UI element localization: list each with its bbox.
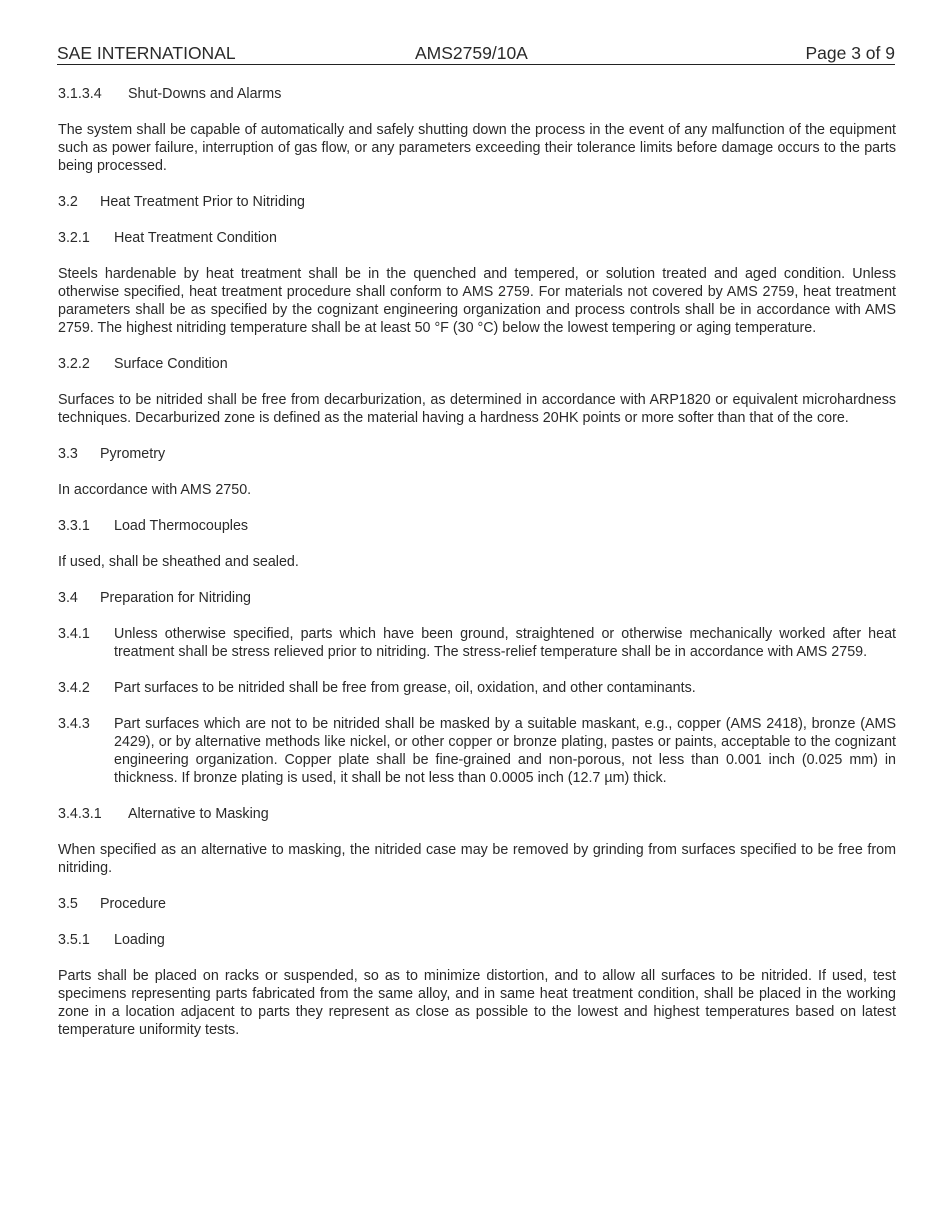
section-3-4-1 [58, 625, 896, 661]
section-3-5-heading [58, 895, 896, 913]
section-title: Pyrometry [100, 446, 166, 462]
section-3-2-1-text: Steels hardenable by heat treatment shall be in the quenched and tempered, or solution treated and aged condition. Unless otherwise specified, heat treatment procedure shall conform to AMS 2759. For materials not covered by AMS 2759, heat treatment parameters shall be as specified by the cognizant engineering organization and process controls shall be in accordance with AMS 2759. The highest nitriding temperature shall be at least 50 °F (30 °C) below the lowest tempering or aging temperature. [58, 266, 896, 336]
section-title: Heat Treatment Condition [114, 230, 277, 246]
section-text: Part surfaces to be nitrided shall be free from grease, oil, oxidation, and other contaminants. [114, 680, 696, 696]
section-number: 3.3.1 [58, 518, 90, 534]
section-3-5-1-heading [58, 931, 896, 949]
document-body [58, 85, 896, 1057]
section-title: Loading [114, 932, 165, 948]
section-3-1-3-4-heading [58, 85, 896, 103]
section-3-2-1-heading [58, 229, 896, 247]
section-3-4-3 [58, 715, 896, 787]
section-3-2-heading [58, 193, 896, 211]
header-page-number: Page 3 of 9 [805, 43, 895, 63]
page-header [57, 43, 895, 65]
section-title: Shut-Downs and Alarms [128, 86, 282, 102]
section-3-4-heading [58, 589, 896, 607]
header-organization: SAE INTERNATIONAL [57, 43, 236, 63]
section-number: 3.4.1 [58, 626, 90, 642]
section-3-5-1-text: Parts shall be placed on racks or suspended, so as to minimize distortion, and to allow all surfaces to be nitrided. If used, test specimens representing parts fabricated from the same alloy, and in same heat treatment condition, shall be placed in the working zone in a location adjacent to parts they represent as close as possible to the lowest and highest temperatures based on latest temperature uniformity tests. [58, 968, 896, 1038]
section-number: 3.5.1 [58, 932, 90, 948]
section-3-2-2-heading [58, 355, 896, 373]
section-3-1-3-4-text: The system shall be capable of automatically and safely shutting down the process in the event of any malfunction of the equipment such as power failure, interruption of gas flow, or any parameters exceeding their tolerance limits before damage occurs to the parts being processed. [58, 122, 896, 174]
section-number: 3.4.3.1 [58, 806, 102, 822]
section-number: 3.3 [58, 446, 78, 462]
section-number: 3.2.2 [58, 356, 90, 372]
header-document-id: AMS2759/10A [415, 43, 528, 63]
section-title: Alternative to Masking [128, 806, 269, 822]
section-number: 3.1.3.4 [58, 86, 102, 102]
section-title: Procedure [100, 896, 166, 912]
section-text: Unless otherwise specified, parts which have been ground, straightened or otherwise mechanically worked after heat treatment shall be stress relieved prior to nitriding. The stress-relief temperature shall be in accordance with AMS 2759. [114, 626, 896, 660]
section-number: 3.4.3 [58, 716, 90, 732]
section-3-3-1-heading [58, 517, 896, 535]
section-number: 3.4 [58, 590, 78, 606]
section-title: Heat Treatment Prior to Nitriding [100, 194, 306, 210]
section-3-4-3-1-text: When specified as an alternative to masking, the nitrided case may be removed by grinding from surfaces specified to be free from nitriding. [58, 842, 896, 876]
section-3-4-3-1-heading [58, 805, 896, 823]
section-number: 3.2 [58, 194, 78, 210]
section-number: 3.4.2 [58, 680, 90, 696]
section-title: Preparation for Nitriding [100, 590, 251, 606]
section-3-3-text: In accordance with AMS 2750. [58, 482, 252, 498]
section-3-3-heading [58, 445, 896, 463]
section-title: Surface Condition [114, 356, 228, 372]
section-3-2-2-text: Surfaces to be nitrided shall be free from decarburization, as determined in accordance with ARP1820 or equivalent microhardness techniques. Decarburized zone is defined as the material having a hardness 20HK points or more softer than that of the core. [58, 392, 896, 426]
section-number: 3.5 [58, 896, 78, 912]
section-3-3-1-text: If used, shall be sheathed and sealed. [58, 554, 299, 570]
section-text: Part surfaces which are not to be nitrided shall be masked by a suitable maskant, e.g., copper (AMS 2418), bronze (AMS 2429), or by alternative methods like nickel, or other copper or bronze plating, pastes or paints, acceptable to the cognizant engineering organization. Copper plate shall be fine-grained and non-porous, not less than 0.001 inch (0.025 mm) in thickness. If bronze plating is used, it shall be not less than 0.0005 inch (12.7 µm) thick. [114, 716, 896, 786]
section-3-4-2 [58, 679, 896, 697]
section-number: 3.2.1 [58, 230, 90, 246]
section-title: Load Thermocouples [114, 518, 249, 534]
